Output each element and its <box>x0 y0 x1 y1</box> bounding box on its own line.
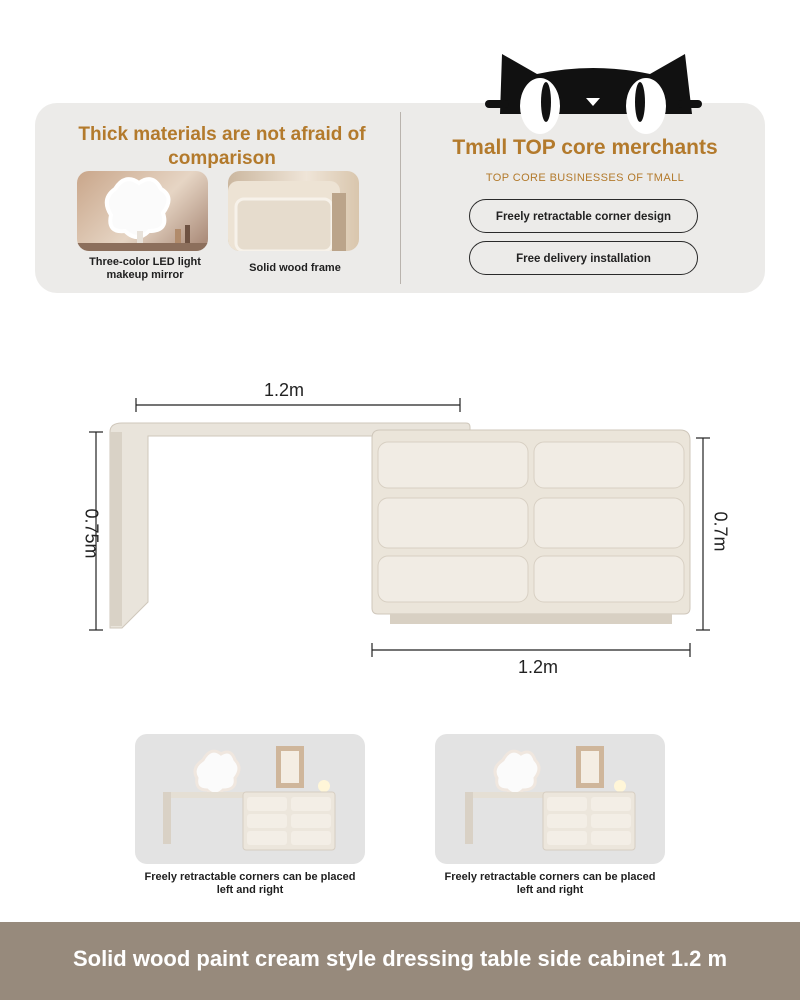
product-title: Solid wood paint cream style dressing table side cabinet 1.2 m <box>72 946 728 971</box>
wood-frame-image <box>228 171 359 251</box>
tmall-cat-logo <box>482 44 705 136</box>
top-width-label: 1.2m <box>264 380 305 400</box>
corner-design-pill: Freely retractable corner design <box>469 199 698 233</box>
right-height-label: 0.7m <box>710 511 731 552</box>
scene-caption-right: Freely retractable corners can be placed left and right <box>444 871 656 896</box>
right-height-marker <box>696 438 710 630</box>
scene-illustration-left <box>135 734 365 864</box>
wood-frame-caption: Solid wood frame <box>249 262 341 274</box>
scene-image-right <box>435 734 665 864</box>
bottom-width-label: 1.2m <box>518 657 559 677</box>
banner-divider <box>400 112 401 284</box>
left-height-label: 0.75m <box>81 508 102 559</box>
bottom-width-marker <box>372 643 690 657</box>
materials-title: Thick materials are not afraid of comparison <box>78 124 366 169</box>
tmall-merchants-subtitle: TOP CORE BUSINESSES OF TMALL <box>485 172 685 184</box>
scene-caption-left: Freely retractable corners can be placed left and right <box>144 871 356 896</box>
scene-illustration-right <box>435 734 665 864</box>
mirror-illustration <box>77 171 208 251</box>
free-delivery-pill: Free delivery installation <box>469 241 698 275</box>
frame-illustration <box>228 171 359 251</box>
led-mirror-image <box>77 171 208 251</box>
drawer-cabinet <box>372 430 690 624</box>
tmall-merchants-title: Tmall TOP core merchants <box>452 136 718 159</box>
dimension-diagram <box>0 370 800 690</box>
scene-image-left <box>135 734 365 864</box>
led-mirror-caption: Three-color LED light makeup mirror <box>89 256 201 281</box>
